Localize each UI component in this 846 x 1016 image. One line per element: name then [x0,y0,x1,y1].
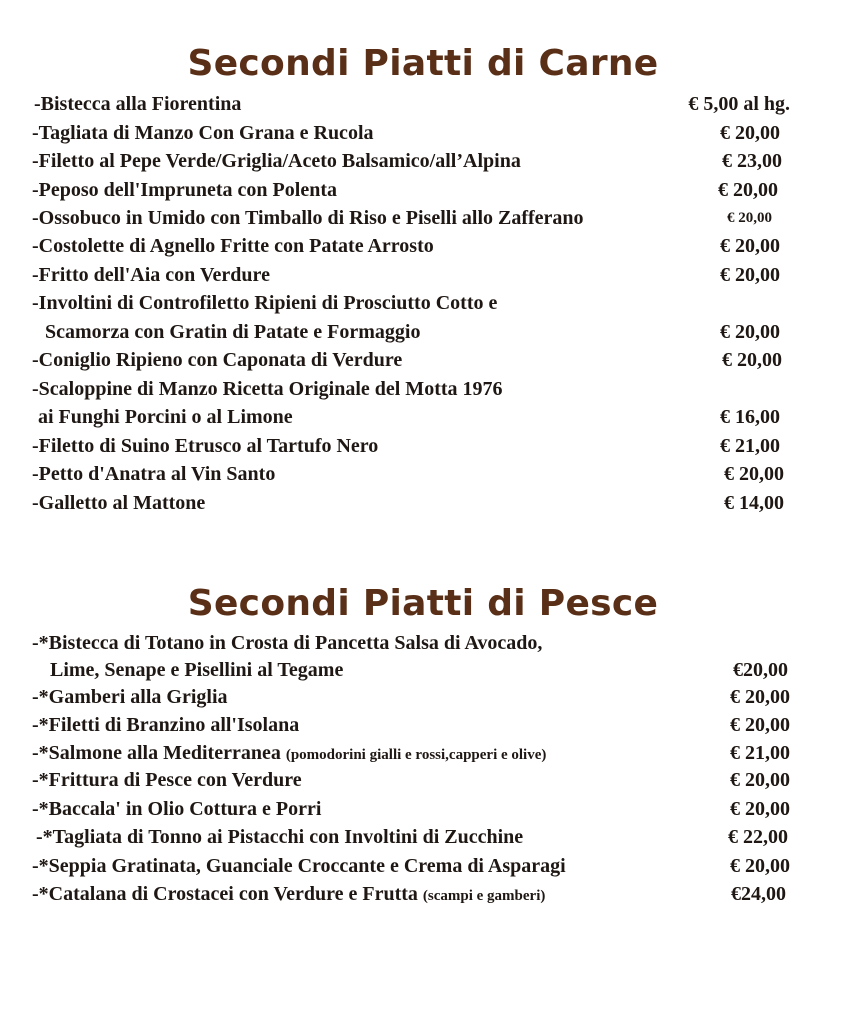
item-price: € 21,00 [720,435,780,457]
item-price: € 20,00 [730,798,790,820]
menu-item [0,432,846,460]
menu-item [0,629,846,657]
item-name [32,880,545,910]
menu-item [0,318,846,346]
item-name: -*Baccala' in Olio Cottura e Porri [32,798,322,820]
item-name: -Peposo dell'Impruneta con Polenta [32,179,337,201]
item-price: € 23,00 [722,150,782,172]
item-price: €20,00 [733,659,788,681]
menu-item [0,460,846,488]
item-price: € 20,00 [730,714,790,736]
menu-item [0,90,846,118]
item-price: € 21,00 [730,742,790,764]
item-name: -*Frittura di Pesce con Verdure [32,769,302,791]
item-price: € 22,00 [728,826,788,848]
item-price: € 20,00 [730,686,790,708]
item-price: €24,00 [731,883,786,905]
item-name: -*Seppia Gratinata, Guanciale Croccante e Crema di Asparagi [32,855,566,877]
item-name: Scamorza con Gratin di Patate e Formaggio [45,321,421,343]
menu-item [0,403,846,431]
item-name: -Tagliata di Manzo Con Grana e Rucola [32,122,374,144]
section-title-pesce: Secondi Piatti di Pesce [187,583,659,624]
item-name: -Costolette di Agnello Fritte con Patate Arrosto [32,235,434,257]
item-name: -Galletto al Mattone [32,492,206,514]
item-price: € 14,00 [724,492,784,514]
item-name: -Scaloppine di Manzo Ricetta Originale del Motta 1976 [32,378,503,400]
menu-item [0,489,846,517]
item-price: € 20,00 [722,349,782,371]
menu-item [0,683,846,711]
item-price: € 20,00 [720,321,780,343]
item-name: -*Bistecca di Totano in Crosta di Pancetta Salsa di Avocado, [32,632,543,654]
item-price: € 20,00 [727,210,772,226]
menu-item [0,795,846,823]
menu-item [0,852,846,880]
item-note: (pomodorini gialli e rossi,capperi e olive) [285,747,547,763]
menu-item [0,261,846,289]
item-price: € 5,00 al hg. [688,93,790,115]
menu-item [0,119,846,147]
item-name: -Ossobuco in Umido con Timballo di Riso e Piselli allo Zafferano [32,207,584,229]
item-price: € 20,00 [720,264,780,286]
menu-item [0,346,846,374]
item-name: -*Gamberi alla Griglia [32,686,228,708]
item-price: € 20,00 [724,463,784,485]
item-note: (scampi e gamberi) [422,888,546,904]
item-name: -Involtini di Controfiletto Ripieni di Prosciutto Cotto e [32,292,498,314]
item-price: € 20,00 [718,179,778,201]
menu-item [0,880,846,908]
item-name: -Filetto di Suino Etrusco al Tartufo Nero [32,435,379,457]
item-name: -*Filetti di Branzino all'Isolana [32,714,300,736]
item-price: € 20,00 [720,122,780,144]
menu-item [0,375,846,403]
item-name [32,739,546,769]
menu-item [0,147,846,175]
menu-item [0,656,846,684]
item-name: -Petto d'Anatra al Vin Santo [32,463,276,485]
menu-item [0,711,846,739]
menu-item [0,176,846,204]
item-name: -Bistecca alla Fiorentina [34,93,242,115]
section-title-carne: Secondi Piatti di Carne [187,43,659,84]
item-price: € 16,00 [720,406,780,428]
menu-item [0,739,846,767]
menu-item [0,766,846,794]
item-title: -*Catalana di Crostacei con Verdure e Frutta [32,883,418,905]
menu-item [0,204,846,232]
item-name: -Filetto al Pepe Verde/Griglia/Aceto Balsamico/all’Alpina [32,150,521,172]
item-name: -*Tagliata di Tonno ai Pistacchi con Involtini di Zucchine [36,826,524,848]
item-price: € 20,00 [730,769,790,791]
menu-item [0,289,846,317]
menu-item [0,823,846,851]
item-price: € 20,00 [720,235,780,257]
menu-item [0,232,846,260]
item-name: -Fritto dell'Aia con Verdure [32,264,270,286]
item-title: -*Salmone alla Mediterranea [32,742,281,764]
item-price: € 20,00 [730,855,790,877]
item-name: ai Funghi Porcini o al Limone [38,406,293,428]
item-name: Lime, Senape e Pisellini al Tegame [50,659,344,681]
item-name: -Coniglio Ripieno con Caponata di Verdure [32,349,403,371]
